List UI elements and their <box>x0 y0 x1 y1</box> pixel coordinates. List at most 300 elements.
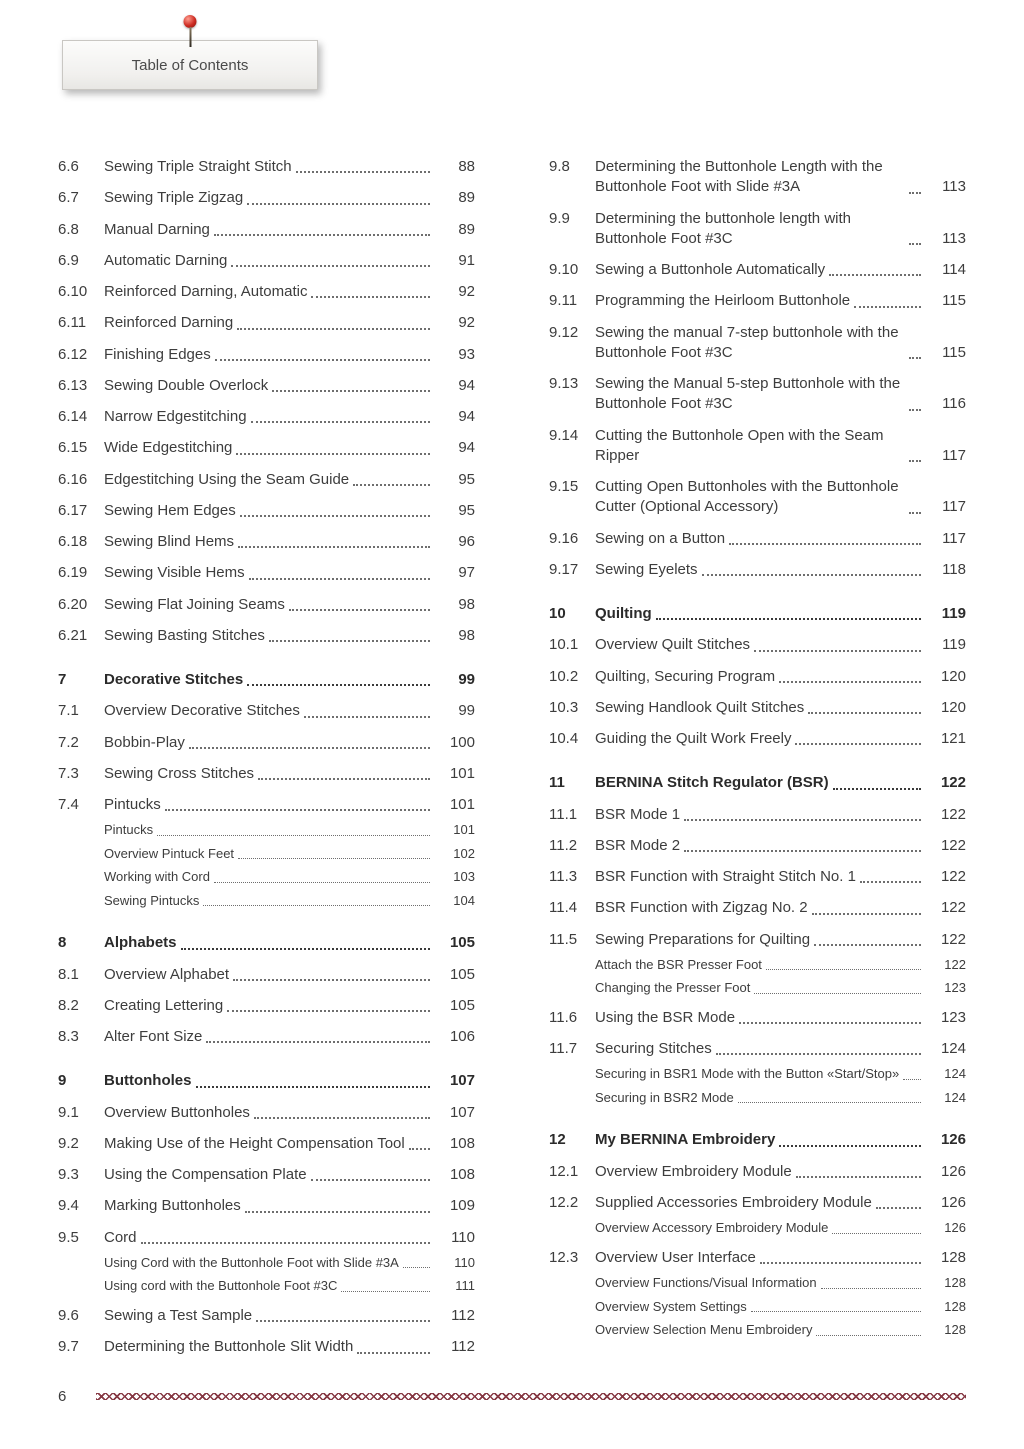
entry-number: 6.20 <box>58 595 88 613</box>
toc-entry <box>58 251 475 271</box>
toc-entry <box>549 1274 966 1292</box>
entry-number: 11.3 <box>549 868 578 885</box>
page-footer <box>58 1388 966 1405</box>
entry-page-number: 112 <box>451 1338 475 1356</box>
toc-entry <box>58 626 475 646</box>
entry-page-number: 122 <box>940 868 966 885</box>
toc-entry <box>58 892 475 910</box>
entry-number: 7.1 <box>58 702 79 720</box>
entry-page-number: 122 <box>940 836 966 854</box>
leader-dots <box>909 357 921 359</box>
entry-number: 10.1 <box>549 636 579 654</box>
toc-entry <box>58 1027 475 1047</box>
entry-page-number: 119 <box>941 605 966 622</box>
toc-entry <box>58 438 475 458</box>
entry-number: 11.2 <box>549 836 578 854</box>
entry-number: 6.12 <box>58 345 88 363</box>
entry-title: Programming the Heirloom Buttonhole <box>595 292 851 310</box>
entry-page-number: 122 <box>940 899 966 917</box>
entry-title: Overview Decorative Stitches <box>104 702 300 720</box>
toc-entry <box>549 1065 966 1083</box>
entry-title: Decorative Stitches <box>104 671 244 688</box>
entry-title: Making Use of the Height Compensation Tool <box>104 1134 405 1152</box>
leader-dots <box>231 265 430 267</box>
entry-title: Edgestitching Using the Seam Guide <box>104 470 350 488</box>
entry-page-number: 126 <box>940 1193 966 1211</box>
entry-number: 9.8 <box>549 158 570 175</box>
entry-page-number: 88 <box>458 158 475 175</box>
toc-entry <box>549 1248 966 1268</box>
toc-entry <box>58 845 475 863</box>
leader-dots <box>214 234 430 236</box>
toc-entry <box>58 188 475 208</box>
entry-number: 12.2 <box>549 1193 579 1211</box>
entry-page-number: 122 <box>940 774 966 792</box>
entry-number: 9.1 <box>58 1103 79 1121</box>
entry-page-number: 105 <box>449 996 475 1014</box>
entry-page-number: 92 <box>458 314 475 332</box>
entry-page-number: 124 <box>944 1066 966 1082</box>
toc-entry <box>58 733 475 753</box>
entry-number: 9.15 <box>549 478 579 495</box>
leader-dots <box>254 1117 430 1119</box>
toc-entry <box>549 1298 966 1316</box>
entry-title: Automatic Darning <box>104 251 228 269</box>
entry-title: Overview Quilt Stitches <box>595 636 751 654</box>
entry-title: Overview Pintuck Feet <box>104 845 235 861</box>
entry-title: Sewing Triple Zigzag <box>104 189 244 207</box>
leader-dots <box>289 609 430 611</box>
entry-number: 6.18 <box>58 533 88 550</box>
leader-dots <box>247 684 430 686</box>
toc-entry <box>549 1193 966 1213</box>
entry-number: 6.8 <box>58 220 79 238</box>
entry-number: 7.2 <box>58 733 79 751</box>
toc-entry <box>58 1228 475 1248</box>
entry-page-number: 112 <box>451 1307 475 1325</box>
leader-dots <box>311 296 430 298</box>
entry-page-number: 89 <box>458 220 475 238</box>
toc-entry <box>549 867 966 887</box>
leader-dots <box>311 1179 430 1181</box>
toc-entry <box>58 1306 475 1326</box>
entry-title: Securing in BSR2 Mode <box>595 1089 734 1105</box>
entry-number: 6.15 <box>58 439 88 457</box>
leader-dots <box>656 618 921 620</box>
entry-page-number: 128 <box>940 1248 966 1266</box>
entry-title: Sewing Eyelets <box>595 560 698 578</box>
toc-tab <box>62 40 318 90</box>
entry-title: Bobbin-Play <box>104 733 185 751</box>
toc-entry <box>549 1219 966 1237</box>
toc-entry <box>58 821 475 839</box>
entry-title: My BERNINA Embroidery <box>595 1131 776 1149</box>
entry-number: 11.4 <box>549 899 578 917</box>
toc-entry <box>58 996 475 1016</box>
entry-title: BSR Mode 2 <box>595 836 681 854</box>
leader-dots <box>876 1207 921 1209</box>
toc-column-right <box>549 146 966 1358</box>
entry-title: Pintucks <box>104 822 154 838</box>
leader-dots <box>739 1022 921 1024</box>
entry-title: Determining the Buttonhole Length with the Buttonhole Foot with Slide #3A <box>595 158 883 196</box>
entry-page-number: 120 <box>940 698 966 716</box>
leader-dots <box>860 881 921 883</box>
toc-entry <box>58 1337 475 1357</box>
leader-dots <box>256 1320 430 1322</box>
toc-entry <box>549 1008 966 1028</box>
entry-page-number: 95 <box>458 501 475 519</box>
toc-entry <box>549 898 966 918</box>
toc-entry <box>549 291 966 311</box>
leader-dots <box>341 1291 430 1292</box>
entry-number: 6.7 <box>58 189 79 207</box>
toc-entry <box>58 1071 475 1091</box>
entry-number: 8.2 <box>58 996 79 1014</box>
toc-entry <box>58 1134 475 1154</box>
toc-entry <box>549 260 966 280</box>
leader-dots <box>754 650 921 652</box>
entry-page-number: 100 <box>449 733 475 751</box>
leader-dots <box>909 512 921 514</box>
toc-entry <box>549 529 966 549</box>
entry-page-number: 117 <box>942 529 966 547</box>
entry-title: Guiding the Quilt Work Freely <box>595 730 792 747</box>
entry-number: 9.5 <box>58 1228 79 1246</box>
leader-dots <box>203 905 430 906</box>
toc-entry <box>549 157 966 198</box>
entry-page-number: 122 <box>940 805 966 823</box>
entry-number: 11.7 <box>549 1040 578 1058</box>
entry-title: Using cord with the Buttonhole Foot #3C <box>104 1278 338 1294</box>
entry-title: Supplied Accessories Embroidery Module <box>595 1193 872 1211</box>
entry-title: Sewing Handlook Quilt Stitches <box>595 698 805 716</box>
leader-dots <box>909 243 921 245</box>
entry-number: 6.9 <box>58 251 79 269</box>
entry-title: Sewing the manual 7-step buttonhole with the Buttonhole Foot #3C <box>595 323 899 361</box>
entry-page-number: 93 <box>458 345 475 363</box>
entry-number: 9.6 <box>58 1307 79 1325</box>
entry-title: Cutting the Buttonhole Open with the Seam Ripper <box>595 426 884 464</box>
entry-title: Narrow Edgestitching <box>104 408 247 425</box>
pin-icon <box>184 15 197 47</box>
entry-number: 9.7 <box>58 1338 79 1356</box>
entry-title: BERNINA Stitch Regulator (BSR) <box>595 774 829 792</box>
entry-page-number: 101 <box>449 764 475 782</box>
leader-dots <box>258 778 430 780</box>
toc-entry <box>549 698 966 718</box>
entry-page-number: 94 <box>458 408 475 425</box>
entry-title: Marking Buttonholes <box>104 1197 241 1215</box>
entry-title: Determining the buttonhole length with Buttonhole Foot #3C <box>595 209 851 247</box>
entry-page-number: 98 <box>458 626 475 644</box>
entry-number: 9.2 <box>58 1134 79 1152</box>
entry-number: 8.1 <box>58 965 79 983</box>
entry-page-number: 118 <box>942 560 966 578</box>
leader-dots <box>766 969 921 970</box>
entry-number: 6.21 <box>58 626 88 644</box>
entry-title: Sewing Pintucks <box>104 892 200 908</box>
entry-page-number: 95 <box>458 470 475 488</box>
leader-dots <box>236 453 430 455</box>
entry-number: 7 <box>58 671 67 688</box>
toc-entry <box>549 1162 966 1182</box>
entry-title: Sewing Double Overlock <box>104 376 269 394</box>
leader-dots <box>238 858 430 859</box>
entry-number: 11.5 <box>549 930 578 948</box>
toc-entry <box>58 764 475 784</box>
toc-entry <box>58 407 475 427</box>
entry-page-number: 115 <box>942 343 966 361</box>
toc-entry <box>58 563 475 583</box>
leader-dots <box>247 203 430 205</box>
entry-number: 6.16 <box>58 470 88 488</box>
entry-page-number: 109 <box>449 1197 475 1215</box>
entry-title: Sewing Hem Edges <box>104 501 236 519</box>
entry-number: 10 <box>549 605 566 622</box>
leader-dots <box>196 1086 431 1088</box>
leader-dots <box>245 1211 430 1213</box>
entry-title: Sewing on a Button <box>595 529 726 547</box>
pin-stem-icon <box>189 27 191 47</box>
entry-page-number: 126 <box>944 1220 966 1236</box>
toc-entry <box>549 729 966 749</box>
entry-page-number: 107 <box>449 1072 475 1090</box>
entry-number: 6.6 <box>58 158 79 175</box>
toc-tab-label: Table of Contents <box>131 56 249 74</box>
leader-dots <box>251 421 430 423</box>
entry-page-number: 128 <box>944 1298 966 1314</box>
entry-number: 12 <box>549 1131 566 1149</box>
leader-dots <box>157 835 430 836</box>
entry-number: 10.3 <box>549 698 579 716</box>
entry-title: Sewing the Manual 5-step Buttonhole with the Buttonhole Foot #3C <box>595 375 901 413</box>
entry-page-number: 126 <box>940 1131 966 1149</box>
toc-entry <box>58 795 475 815</box>
entry-page-number: 123 <box>940 1008 966 1026</box>
entry-title: Overview User Interface <box>595 1248 756 1266</box>
entry-page-number: 110 <box>454 1254 475 1270</box>
entry-page-number: 92 <box>458 283 475 300</box>
leader-dots <box>779 681 921 683</box>
entry-title: Using the Compensation Plate <box>104 1166 307 1184</box>
leader-dots <box>206 1041 430 1043</box>
toc-entry <box>549 374 966 415</box>
entry-title: Overview Buttonholes <box>104 1103 250 1121</box>
entry-page-number: 98 <box>458 595 475 613</box>
entry-title: Overview Selection Menu Embroidery <box>595 1322 813 1338</box>
entry-page-number: 115 <box>942 292 966 310</box>
leader-dots <box>249 578 430 580</box>
entry-title: Determining the Buttonhole Slit Width <box>104 1338 354 1356</box>
entry-page-number: 128 <box>944 1274 966 1290</box>
leader-dots <box>779 1145 921 1147</box>
toc-entry <box>58 933 475 953</box>
toc-entry <box>549 1039 966 1059</box>
entry-number: 8.3 <box>58 1028 79 1046</box>
toc-entry <box>549 323 966 364</box>
toc-entry <box>58 701 475 721</box>
leader-dots <box>796 1176 921 1178</box>
entry-page-number: 123 <box>944 980 966 996</box>
entry-page-number: 102 <box>453 845 475 861</box>
leader-dots <box>808 712 921 714</box>
entry-number: 9.16 <box>549 529 579 547</box>
leader-dots <box>296 171 430 173</box>
entry-page-number: 104 <box>453 892 475 908</box>
toc-column-left <box>58 146 475 1358</box>
toc-entry <box>549 979 966 997</box>
leader-dots <box>833 788 921 790</box>
entry-title: Quilting, Securing Program <box>595 667 776 685</box>
leader-dots <box>269 640 430 642</box>
entry-title: Overview Accessory Embroidery Module <box>595 1220 829 1236</box>
entry-number: 9.17 <box>549 560 579 578</box>
toc-entry <box>58 345 475 365</box>
entry-number: 9.3 <box>58 1166 79 1184</box>
entry-title: Alter Font Size <box>104 1028 203 1046</box>
entry-title: Sewing Preparations for Quilting <box>595 930 811 948</box>
entry-title: Securing Stitches <box>595 1040 712 1058</box>
toc-entry <box>58 1254 475 1272</box>
leader-dots <box>304 716 430 718</box>
leader-dots <box>751 1311 921 1312</box>
entry-title: Using the BSR Mode <box>595 1008 736 1026</box>
entry-title: BSR Mode 1 <box>595 805 681 823</box>
entry-page-number: 117 <box>942 498 966 516</box>
entry-number: 9.4 <box>58 1197 79 1215</box>
toc-entry <box>549 1089 966 1107</box>
entry-page-number: 99 <box>458 702 475 720</box>
toc-entry <box>58 1165 475 1185</box>
entry-number: 9.11 <box>549 292 578 310</box>
leader-dots <box>353 484 430 486</box>
entry-page-number: 113 <box>942 229 966 247</box>
entry-title: Overview System Settings <box>595 1298 747 1314</box>
toc-entry <box>549 836 966 856</box>
leader-dots <box>237 328 430 330</box>
entry-title: Sewing a Test Sample <box>104 1307 253 1325</box>
entry-number: 11.1 <box>549 805 578 823</box>
entry-title: Overview Alphabet <box>104 965 230 983</box>
entry-page-number: 96 <box>458 533 475 550</box>
entry-page-number: 121 <box>940 730 966 747</box>
entry-number: 12.1 <box>549 1162 579 1180</box>
toc-entry <box>58 1103 475 1123</box>
entry-title: Finishing Edges <box>104 345 211 363</box>
entry-title: Buttonholes <box>104 1072 192 1090</box>
leader-dots <box>189 747 430 749</box>
leader-dots <box>816 1335 921 1336</box>
leader-dots <box>795 743 921 745</box>
entry-number: 6.10 <box>58 283 88 300</box>
leader-dots <box>403 1267 430 1268</box>
toc-entry <box>58 670 475 690</box>
toc-entry <box>58 470 475 490</box>
leader-dots <box>716 1053 921 1055</box>
toc-entry <box>58 157 475 177</box>
entry-title: BSR Function with Zigzag No. 2 <box>595 899 808 917</box>
entry-page-number: 117 <box>942 446 966 464</box>
toc-columns <box>58 146 966 1358</box>
entry-page-number: 101 <box>453 822 475 838</box>
entry-number: 6.14 <box>58 408 88 425</box>
leader-dots <box>729 543 921 545</box>
entry-number: 9.13 <box>549 375 579 392</box>
leader-dots <box>684 819 921 821</box>
entry-page-number: 97 <box>458 564 475 582</box>
entry-number: 6.13 <box>58 376 88 394</box>
leader-dots <box>909 460 921 462</box>
leader-dots <box>357 1352 430 1354</box>
toc-entry <box>549 1321 966 1339</box>
leader-dots <box>814 944 921 946</box>
entry-title: Sewing Basting Stitches <box>104 626 265 644</box>
entry-page-number: 105 <box>449 934 475 952</box>
entry-page-number: 94 <box>458 439 475 457</box>
entry-title: Creating Lettering <box>104 996 224 1014</box>
toc-entry <box>58 1196 475 1216</box>
entry-title: Working with Cord <box>104 869 210 885</box>
toc-entry <box>58 965 475 985</box>
entry-title: Quilting <box>595 605 652 622</box>
entry-page-number: 89 <box>458 189 475 207</box>
entry-title: Securing in BSR1 Mode with the Button «Start/Stop» <box>595 1066 900 1082</box>
toc-entry <box>549 930 966 950</box>
entry-title: Overview Embroidery Module <box>595 1162 792 1180</box>
entry-number: 8 <box>58 934 67 952</box>
entry-number: 11.6 <box>549 1008 578 1026</box>
entry-page-number: 119 <box>942 636 966 654</box>
entry-title: Sewing Flat Joining Seams <box>104 595 285 613</box>
entry-page-number: 94 <box>458 376 475 394</box>
entry-number: 6.17 <box>58 501 88 519</box>
entry-number: 10.4 <box>549 730 579 747</box>
leader-dots <box>754 993 921 994</box>
entry-title: Cord <box>104 1228 137 1246</box>
entry-page-number: 108 <box>449 1166 475 1184</box>
toc-entry <box>549 477 966 518</box>
entry-title: Sewing a Buttonhole Automatically <box>595 261 826 278</box>
toc-entry <box>549 635 966 655</box>
toc-entry <box>549 209 966 250</box>
leader-dots <box>738 1102 921 1103</box>
entry-page-number: 116 <box>942 395 966 413</box>
leader-dots <box>233 979 430 981</box>
entry-title: Changing the Presser Foot <box>595 980 751 996</box>
toc-entry <box>58 313 475 333</box>
leader-dots <box>238 546 430 548</box>
entry-number: 9.14 <box>549 426 579 444</box>
entry-page-number: 108 <box>449 1134 475 1152</box>
entry-title: Overview Functions/Visual Information <box>595 1274 817 1290</box>
entry-page-number: 101 <box>449 796 475 813</box>
entry-number: 9.9 <box>549 209 570 227</box>
entry-page-number: 124 <box>944 1089 966 1105</box>
entry-page-number: 91 <box>458 251 475 269</box>
leader-dots <box>829 274 921 276</box>
leader-dots <box>702 574 921 576</box>
entry-number: 11 <box>549 774 565 792</box>
toc-entry <box>58 282 475 302</box>
toc-entry <box>58 376 475 396</box>
entry-page-number: 106 <box>449 1028 475 1046</box>
entry-title: Attach the BSR Presser Foot <box>595 956 762 972</box>
entry-number: 7.3 <box>58 764 79 782</box>
entry-title: Using Cord with the Buttonhole Foot with Slide #3A <box>104 1254 399 1270</box>
toc-entry <box>58 220 475 240</box>
entry-title: Reinforced Darning, Automatic <box>104 283 308 300</box>
